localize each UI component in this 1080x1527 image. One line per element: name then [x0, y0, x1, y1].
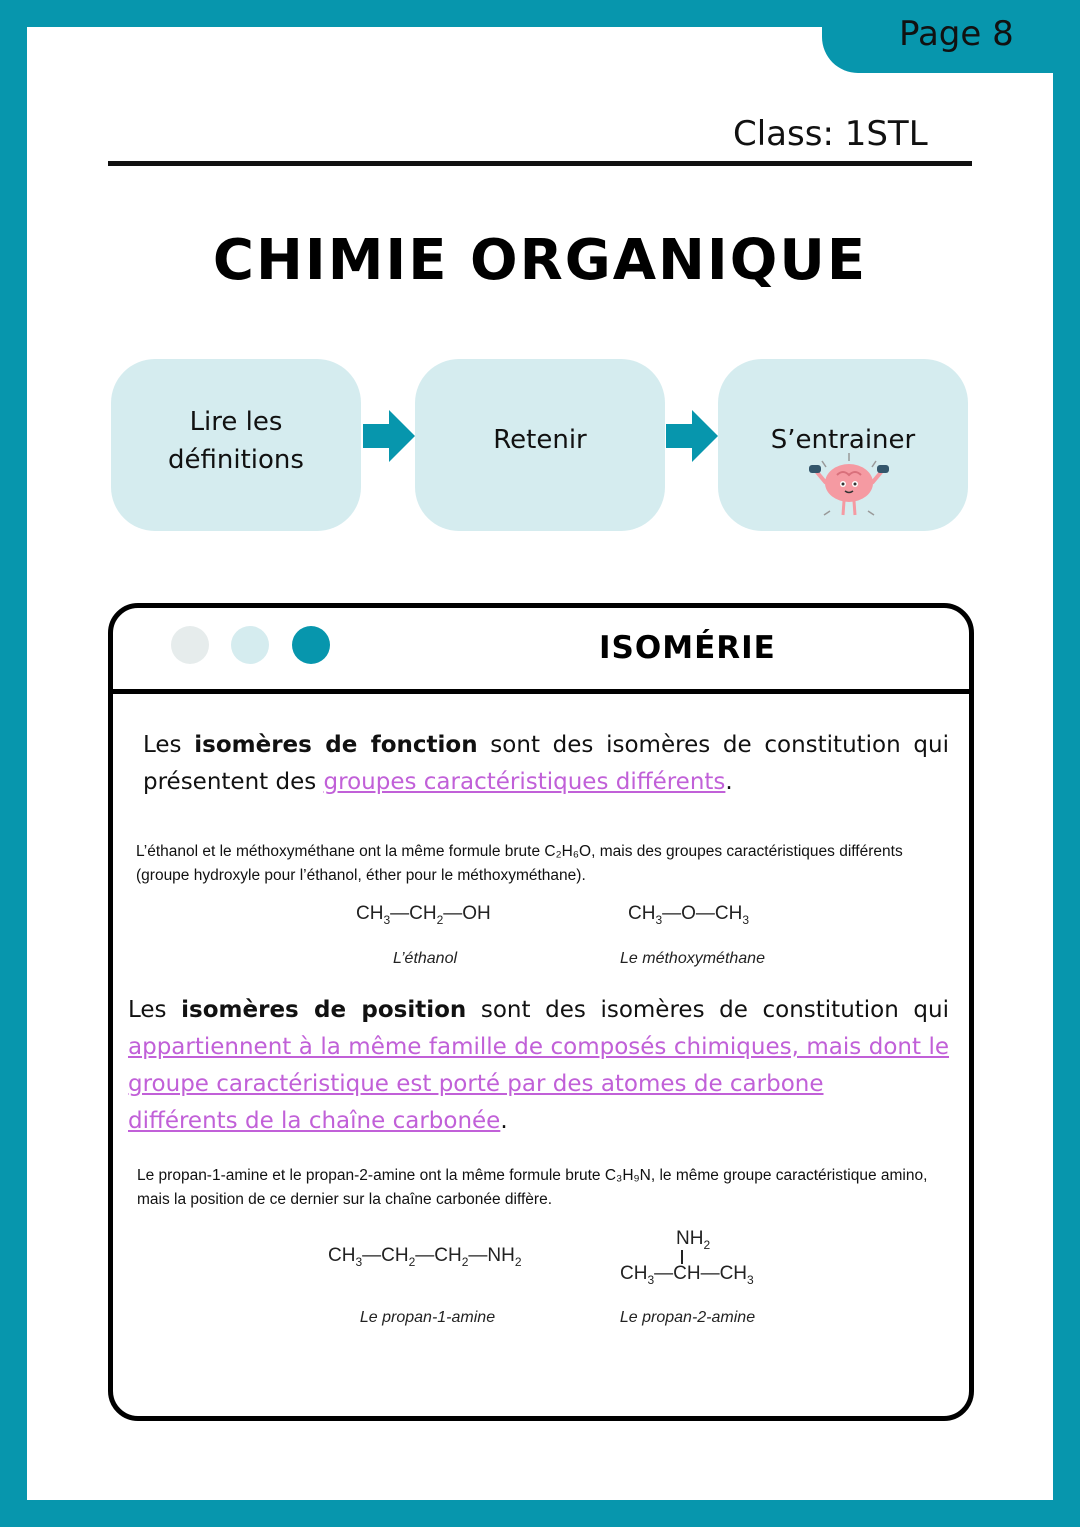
step-label-line2: définitions	[168, 445, 304, 475]
highlight-text: différents de la chaîne carbonée	[128, 1108, 501, 1134]
step-memorize	[415, 359, 665, 531]
formula-propan-2-amine: $CH_3—CH—CH_3$	[620, 1263, 754, 1287]
arrow-right-icon	[363, 410, 415, 462]
term-function-isomers: isomères de fonction	[194, 732, 478, 758]
formula-methoxymethane: $CH_3—O—CH_3$	[628, 903, 750, 927]
page-number-tab	[822, 0, 1080, 73]
formula-propan-1-amine: $CH_3—CH_2—CH_2—NH_2$	[328, 1245, 522, 1269]
bond-line	[681, 1250, 683, 1264]
arrow-right-icon	[666, 410, 718, 462]
step-practice	[718, 359, 968, 531]
formula-ethanol: $CH_3—CH_2—OH$	[356, 903, 491, 927]
caption-methoxymethane: Le méthoxyméthane	[620, 950, 765, 967]
highlight-text: appartiennent à la même famille de composés chimiques, mais dont le groupe caractéristique est porté par des atomes de carbone	[128, 1034, 949, 1097]
caption-propan-2-amine: Le propan-2-amine	[619, 1309, 756, 1326]
term-position-isomers: isomères de position	[181, 997, 467, 1023]
window-dot	[292, 626, 330, 664]
example-text-function: L’éthanol et le méthoxyméthane ont la même formule brute C₂H₆O, mais des groupes caractéristiques différents (groupe hydroxyle pour l’éthanol, éther pour le méthoxyméthane).	[136, 843, 903, 884]
definition-function-isomers: Les isomères de fonction sont des isomères de constitution qui présentent des groupes caractéristiques différents.	[143, 732, 949, 795]
formula-propan-2-amine-nh2: $NH_2$	[676, 1228, 711, 1252]
brain-mascot-icon	[804, 453, 894, 525]
caption-ethanol: L’éthanol	[392, 950, 458, 967]
page-title: CHIMIE ORGANIQUE	[212, 228, 868, 293]
step-label: Retenir	[493, 425, 587, 455]
class-label: Class: 1STL	[733, 114, 928, 154]
window-dot	[231, 626, 269, 664]
card-divider	[113, 689, 969, 694]
caption-propan-1-amine: Le propan-1-amine	[359, 1309, 496, 1326]
step-label-line1: Lire les	[189, 407, 283, 437]
step-label: S’entrainer	[770, 425, 916, 455]
page-number: Page 8	[899, 14, 1014, 54]
header-divider	[108, 161, 972, 166]
example-text-position: Le propan-1-amine et le propan-2-amine ont la même formule brute C₃H₉N, le même groupe caractéristique amino, mais la position de ce dernier sur la chaîne carbonée diffère.	[137, 1167, 928, 1208]
card-title: ISOMÉRIE	[599, 630, 776, 666]
step-read-definitions	[111, 359, 361, 531]
definition-position-isomers: Les isomères de position sont des isomères de constitution qui appartiennent à la même famille de composés chimiques, mais dont le groupe caractéristique est porté par des atomes de carbone différents de la chaîne carbonée.	[128, 997, 949, 1134]
window-dot	[171, 626, 209, 664]
highlight-text: groupes caractéristiques différents	[323, 769, 726, 795]
